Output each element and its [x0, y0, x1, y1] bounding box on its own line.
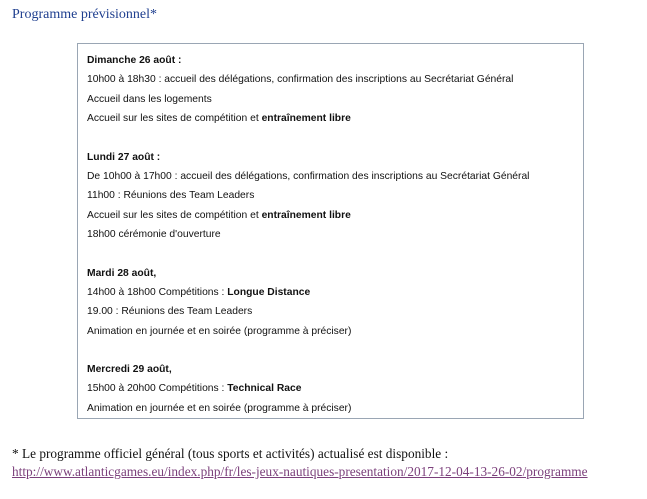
schedule-text: 18h00 cérémonie d'ouverture — [87, 229, 221, 241]
schedule-text: Accueil dans les logements — [87, 93, 212, 105]
schedule-text: Animation en journée et en soirée (programme à préciser) — [87, 325, 352, 337]
programme-link[interactable]: http://www.atlanticgames.eu/index.php/fr/les-jeux-nautiques-presentation/2017-12-04-13-26-02/programme — [12, 464, 588, 479]
schedule-highlight: entraînement libre — [261, 113, 351, 125]
page-title: Programme prévisionnel* — [12, 7, 158, 22]
schedule-line — [87, 206, 583, 225]
schedule-line — [87, 167, 583, 186]
footnote-text: * Le programme officiel général (tous sports et activités) actualisé est disponible : — [12, 446, 449, 461]
day-block — [87, 148, 583, 245]
schedule-line — [87, 225, 583, 244]
day-block — [87, 264, 583, 342]
schedule-text: Accueil sur les sites de compétition et — [87, 113, 262, 125]
schedule-highlight: Longue Distance — [227, 286, 311, 298]
schedule-text: 14h00 à 18h00 Compétitions : — [87, 286, 228, 298]
schedule-line — [87, 379, 583, 398]
day-heading: Dimanche 26 août : — [87, 55, 182, 66]
schedule-highlight: Technical Race — [227, 383, 302, 395]
schedule-line — [87, 283, 583, 302]
schedule-line — [87, 302, 583, 321]
schedule-text: 15h00 à 20h00 Compétitions : — [87, 383, 228, 395]
day-block — [87, 360, 583, 418]
day-heading: Lundi 27 août : — [87, 151, 161, 163]
schedule-text: 11h00 : Réunions des Team Leaders — [87, 190, 255, 202]
schedule-box — [77, 43, 584, 419]
schedule-highlight: entraînement libre — [261, 209, 351, 221]
day-block — [87, 51, 583, 129]
schedule-text: Accueil sur les sites de compétition et — [87, 209, 262, 221]
schedule-text: 10h00 à 18h30 : accueil des délégations, confirmation des inscriptions au Secrétariat Général — [87, 74, 514, 86]
schedule-line — [87, 186, 583, 205]
schedule-text: De 10h00 à 17h00 : accueil des délégations, confirmation des inscriptions au Secrétariat Général — [87, 170, 530, 182]
schedule-text: 19.00 : Réunions des Team Leaders — [87, 306, 253, 318]
schedule-line — [87, 399, 583, 418]
schedule-line — [87, 109, 583, 128]
day-heading: Mardi 28 août, — [87, 267, 157, 279]
schedule-line — [87, 70, 583, 89]
schedule-line — [87, 90, 583, 109]
day-heading: Mercredi 29 août, — [87, 364, 172, 376]
schedule-text: Animation en journée et en soirée (programme à préciser) — [87, 402, 352, 414]
schedule-line — [87, 322, 583, 341]
